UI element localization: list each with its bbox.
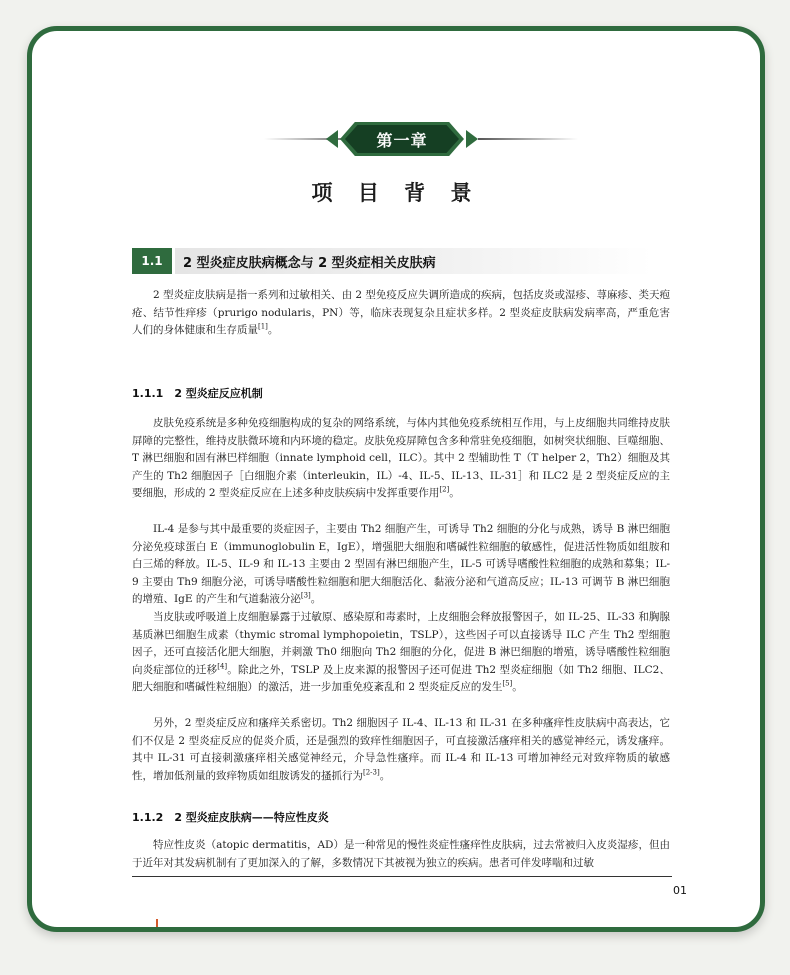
chapter-label: 第一章: [376, 130, 428, 150]
badge-arrow-left-icon: [326, 130, 338, 148]
edge-mark: [156, 919, 158, 927]
subsection-title-1: 1.1.1 2 型炎症反应机制: [132, 387, 263, 400]
section-title: 2 型炎症皮肤病概念与 2 型炎症相关皮肤病: [183, 255, 436, 271]
intro-paragraph: 2 型炎症皮肤病是指一系列和过敏相关、由 2 型免疫反应失调所造成的疾病，包括皮炎或湿疹、荨麻疹、类天疱疮、结节性痒疹（prurigo nodularis，PN）等，临床表现复杂且症状多样。2 型炎症皮肤病发病率高，严重危害人们的身体健康和生存质量[1]。: [132, 289, 670, 337]
paragraph-itch: 另外，2 型炎症反应和瘙痒关系密切。Th2 细胞因子 IL-4、IL-13 和 IL-31 在多种瘙痒性皮肤病中高表达，它们不仅是 2 型炎症反应的促炎介质，还是强烈的致痒性细胞因子，可直接激活瘙痒相关的感觉神经元，诱发瘙痒。其中 IL-31 可直接刺激瘙痒相关感觉神经元，介导急性瘙痒。而 IL-4 和 IL-13 可增加神经元对致痒物质的敏感性，增加低剂量的致痒物质如组胺诱发的搔抓行为[2-3]。: [132, 717, 670, 782]
badge-arrow-right-icon: [466, 130, 478, 148]
page-number: 01: [673, 884, 687, 897]
chapter-rule-right: [478, 138, 578, 140]
document-page: [32, 31, 760, 927]
page-frame: [27, 26, 765, 932]
section-number: 1.1: [132, 248, 175, 274]
paragraph-immune-system: 皮肤免疫系统是多种免疫细胞构成的复杂的网络系统，与体内其他免疫系统相互作用，与上皮细胞共同维持皮肤屏障的完整性，维持皮肤微环境和内环境的稳定。皮肤免疫屏障包含多种常驻免疫细胞，如树突状细胞、巨噬细胞、T 淋巴细胞和固有淋巴样细胞（innate lymphoid cell，ILC）。其中 2 型辅助性 T（T helper 2，Th2）细胞及其产生的 Th2 细胞因子［白细胞介素（interleukin，IL）-4、IL-5、IL-13、IL-31］和 ILC2 是 2 型炎症反应的主要细胞，形成的 2 型炎症反应在上述多种皮肤疾病中发挥重要作用[2]。: [132, 417, 670, 500]
footer-rule: [132, 876, 672, 877]
paragraph-atopic-dermatitis: 特应性皮炎（atopic dermatitis，AD）是一种常见的慢性炎症性瘙痒性皮肤病，过去常被归入皮炎湿疹，但由于近年对其发病机制有了更加深入的了解，多数情况下其被视为独立的疾病。患者可伴发哮喘和过敏: [132, 839, 670, 869]
subsection-title-2: 1.1.2 2 型炎症皮肤病——特应性皮炎: [132, 811, 329, 824]
paragraph-il4: IL-4 是参与其中最重要的炎症因子，主要由 Th2 细胞产生，可诱导 Th2 细胞的分化与成熟，诱导 B 淋巴细胞分泌免疫球蛋白 E（immunoglobulin E，IgE），增强肥大细胞和嗜碱性粒细胞的敏感性，促进活性物质如组胺和白三烯的释放。IL-5、IL-9 和 IL-13 主要由 2 型固有淋巴细胞产生，IL-5 可诱导嗜酸性粒细胞的成熟和募集；IL-9 主要由 Th9 细胞分泌，可诱导嗜酸性粒细胞和肥大细胞活化、黏液分泌和气道高反应；IL-13 可调节 B 淋巴细胞的增殖、IgE 的产生和气道黏液分泌[3]。: [132, 523, 670, 606]
section-header: [132, 248, 652, 274]
chapter-title: 项 目 背 景: [311, 181, 481, 205]
chapter-badge: [332, 122, 472, 156]
paragraph-alarmins: 当皮肤或呼吸道上皮细胞暴露于过敏原、感染原和毒素时，上皮细胞会释放报警因子，如 IL-25、IL-33 和胸腺基质淋巴细胞生成素（thymic stromal lymphopoietin，TSLP），这些因子可以直接诱导 ILC 产生 Th2 型细胞因子，还可直接活化肥大细胞，并刺激 Th0 细胞向 Th2 细胞的分化，促进 B 淋巴细胞的增殖，诱导嗜酸性粒细胞向炎症部位的迁移[4]。除此之外，TSLP 及上皮来源的报警因子还可促进 Th2 型炎症细胞（如 Th2 细胞、ILC2、肥大细胞和嗜碱性粒细胞）的激活，进一步加重免疫紊乱和 2 型炎症反应的发生[5]。: [132, 611, 670, 694]
